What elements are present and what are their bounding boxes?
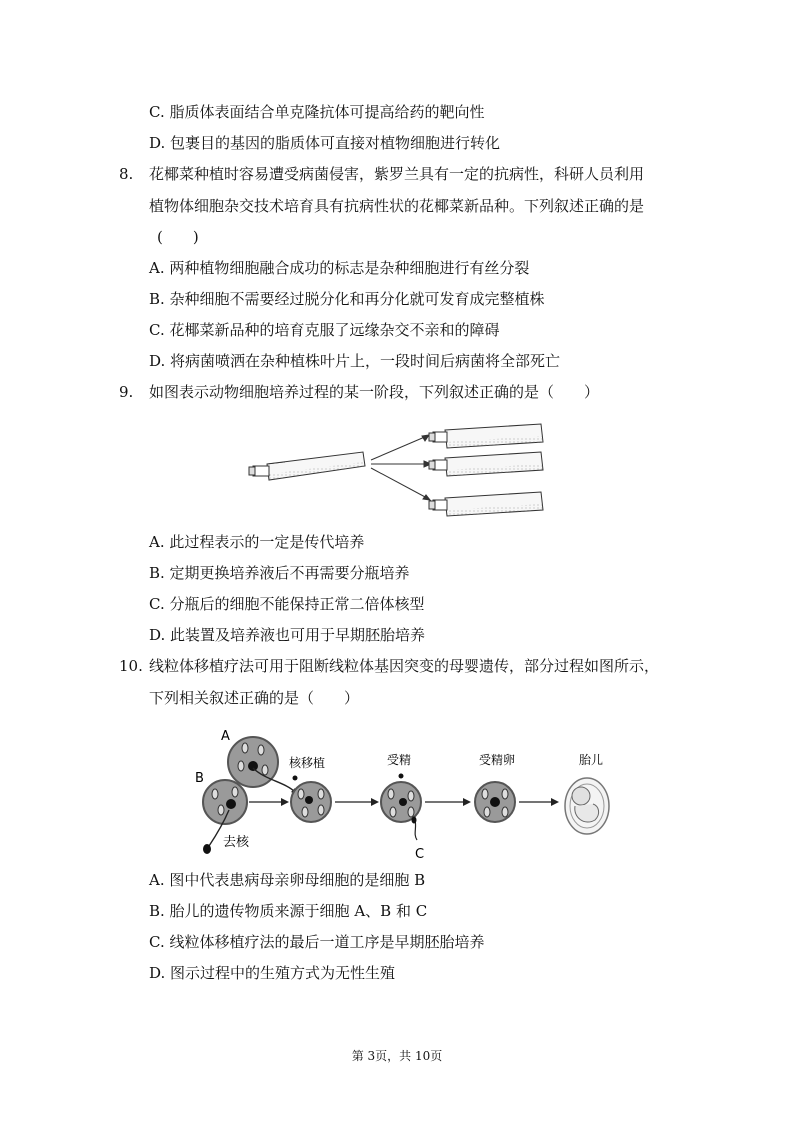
q8-number: 8. bbox=[119, 165, 134, 183]
cell-fertilized-egg bbox=[475, 782, 515, 822]
split-arrows bbox=[371, 435, 431, 500]
q9-stem-line-1: 如图表示动物细胞培养过程的某一阶段，下列叙述正确的是（ ） bbox=[149, 383, 600, 401]
q10-number: 10. bbox=[119, 657, 143, 675]
label-b: B bbox=[195, 771, 204, 786]
label-c: C bbox=[415, 847, 425, 862]
mitochondrial-transfer-figure bbox=[195, 720, 625, 865]
daughter-flask-2 bbox=[429, 452, 543, 476]
q9-option-c: C. 分瓶后的细胞不能保持正常二倍体核型 bbox=[149, 595, 425, 613]
label-fertilization: 受精 bbox=[387, 753, 412, 767]
q10-option-a: A. 图中代表患病母亲卵母细胞的是细胞 B bbox=[149, 871, 426, 889]
q10-option-d: D. 图示过程中的生殖方式为无性生殖 bbox=[149, 964, 396, 982]
daughter-flask-3 bbox=[429, 492, 543, 516]
source-flask bbox=[249, 452, 365, 480]
culture-flask-figure bbox=[245, 420, 555, 525]
cell-after-nuclear-transfer bbox=[291, 782, 331, 822]
daughter-flask-1 bbox=[429, 424, 543, 448]
q8-option-b: B. 杂种细胞不需要经过脱分化和再分化就可发育成完整植株 bbox=[149, 290, 545, 308]
cell-fertilization bbox=[381, 782, 421, 822]
fetus-illustration bbox=[565, 778, 609, 834]
label-fertilized-egg: 受精卵 bbox=[479, 753, 516, 767]
q8-option-d: D. 将病菌喷洒在杂种植株叶片上，一段时间后病菌将全部死亡 bbox=[149, 352, 561, 370]
label-enucleation: 去核 bbox=[223, 835, 250, 850]
q10-option-c: C. 线粒体移植疗法的最后一道工序是早期胚胎培养 bbox=[149, 933, 485, 951]
q8-answer-blank: ( ) bbox=[157, 228, 199, 246]
sperm-tail bbox=[415, 820, 417, 840]
q10-stem-line-1: 线粒体移植疗法可用于阻断线粒体基因突变的母婴遗传，部分过程如图所示， bbox=[149, 657, 660, 675]
q8-stem-line-2: 植物体细胞杂交技术培育具有抗病性状的花椰菜新品种。下列叙述正确的是 bbox=[149, 197, 645, 215]
page-footer: 第 3页，共 10页 bbox=[351, 1049, 443, 1063]
q9-option-b: B. 定期更换培养液后不再需要分瓶培养 bbox=[149, 564, 410, 582]
q7-option-c: C. 脂质体表面结合单克隆抗体可提高给药的靶向性 bbox=[149, 103, 485, 121]
q8-stem-line-1: 花椰菜种植时容易遭受病菌侵害，紫罗兰具有一定的抗病性，科研人员利用 bbox=[149, 165, 645, 183]
label-a: A bbox=[221, 729, 230, 744]
q8-option-a: A. 两种植物细胞融合成功的标志是杂种细胞进行有丝分裂 bbox=[149, 259, 530, 277]
q10-stem-line-2: 下列相关叙述正确的是（ ） bbox=[149, 689, 360, 707]
label-fetus: 胎儿 bbox=[579, 753, 604, 767]
q10-option-b: B. 胎儿的遗传物质来源于细胞 A、B 和 C bbox=[149, 902, 428, 920]
label-nuclear-transfer: 核移植 bbox=[289, 756, 326, 770]
q9-option-d: D. 此装置及培养液也可用于早期胚胎培养 bbox=[149, 626, 426, 644]
q9-number: 9. bbox=[119, 383, 134, 401]
q8-option-c: C. 花椰菜新品种的培育克服了远缘杂交不亲和的障碍 bbox=[149, 321, 500, 339]
q7-option-d: D. 包裹目的基因的脂质体可直接对植物细胞进行转化 bbox=[149, 134, 501, 152]
q9-option-a: A. 此过程表示的一定是传代培养 bbox=[149, 533, 365, 551]
